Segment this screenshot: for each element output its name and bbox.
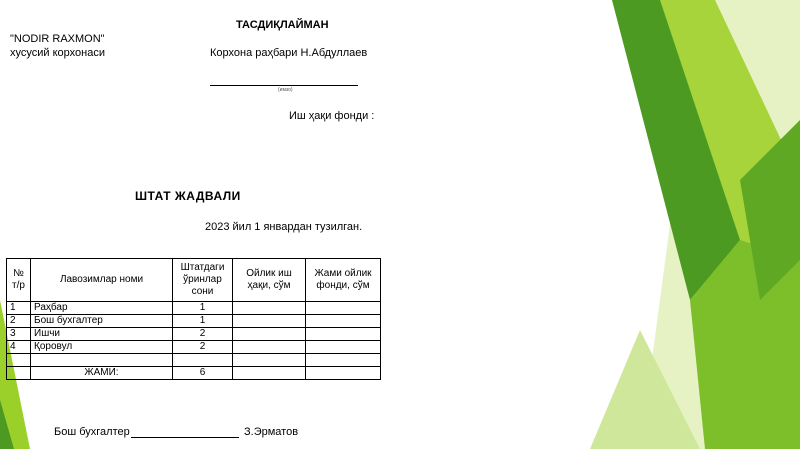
total-salary bbox=[233, 367, 306, 380]
cell-units: 1 bbox=[173, 315, 233, 328]
table-total-row bbox=[7, 367, 381, 380]
company-type: хусусий корхонаси bbox=[10, 47, 105, 59]
signature-line bbox=[210, 85, 358, 86]
staff-table bbox=[6, 258, 381, 380]
accountant-signature-line bbox=[131, 437, 239, 438]
cell-num: 2 bbox=[7, 315, 31, 328]
total-label: ЖАМИ: bbox=[31, 367, 173, 380]
cell-fund bbox=[306, 315, 381, 328]
cell-fund bbox=[306, 302, 381, 315]
cell-num: 4 bbox=[7, 341, 31, 354]
table-row bbox=[7, 341, 381, 354]
salary-fund-label: Иш ҳақи фонди : bbox=[289, 110, 375, 122]
cell-salary bbox=[233, 302, 306, 315]
total-units: 6 bbox=[173, 367, 233, 380]
table-header-row bbox=[7, 259, 381, 302]
director-line: Корхона раҳбари Н.Абдуллаев bbox=[210, 47, 368, 59]
cell-salary bbox=[233, 328, 306, 341]
approval-title: ТАСДИҚЛАЙМАН bbox=[236, 19, 329, 31]
header-num: № т/р bbox=[7, 259, 31, 302]
accountant-name: З.Эрматов bbox=[244, 426, 299, 438]
cell-position: Қоровул bbox=[31, 341, 173, 354]
header-salary: Ойлик иш ҳақи, сўм bbox=[233, 259, 306, 302]
cell-salary bbox=[233, 354, 306, 367]
cell-num: 1 bbox=[7, 302, 31, 315]
cell-position: Раҳбар bbox=[31, 302, 173, 315]
cell-units: 2 bbox=[173, 328, 233, 341]
cell-units: 2 bbox=[173, 341, 233, 354]
table-row bbox=[7, 315, 381, 328]
total-fund bbox=[306, 367, 381, 380]
header-fund: Жами ойлик фонди, сўм bbox=[306, 259, 381, 302]
table-row bbox=[7, 302, 381, 315]
document-date: 2023 йил 1 январдан тузилган. bbox=[205, 221, 363, 233]
table-row bbox=[7, 354, 381, 367]
cell-position bbox=[31, 354, 173, 367]
signature-caption: (имзо) bbox=[278, 87, 293, 93]
company-name: "NODIR RAXMON" bbox=[10, 33, 105, 45]
cell-position: Бош бухгалтер bbox=[31, 315, 173, 328]
document-title: ШТАТ ЖАДВАЛИ bbox=[135, 189, 241, 203]
header-units: Штатдаги ўринлар сони bbox=[173, 259, 233, 302]
cell-position: Ишчи bbox=[31, 328, 173, 341]
accountant-label: Бош бухгалтер bbox=[54, 426, 130, 438]
cell-salary bbox=[233, 315, 306, 328]
cell-fund bbox=[306, 328, 381, 341]
cell-fund bbox=[306, 354, 381, 367]
cell-units: 1 bbox=[173, 302, 233, 315]
table-row bbox=[7, 328, 381, 341]
cell-fund bbox=[306, 341, 381, 354]
cell-num: 3 bbox=[7, 328, 31, 341]
cell-total-empty bbox=[7, 367, 31, 380]
cell-units bbox=[173, 354, 233, 367]
cell-num bbox=[7, 354, 31, 367]
header-position: Лавозимлар номи bbox=[31, 259, 173, 302]
cell-salary bbox=[233, 341, 306, 354]
